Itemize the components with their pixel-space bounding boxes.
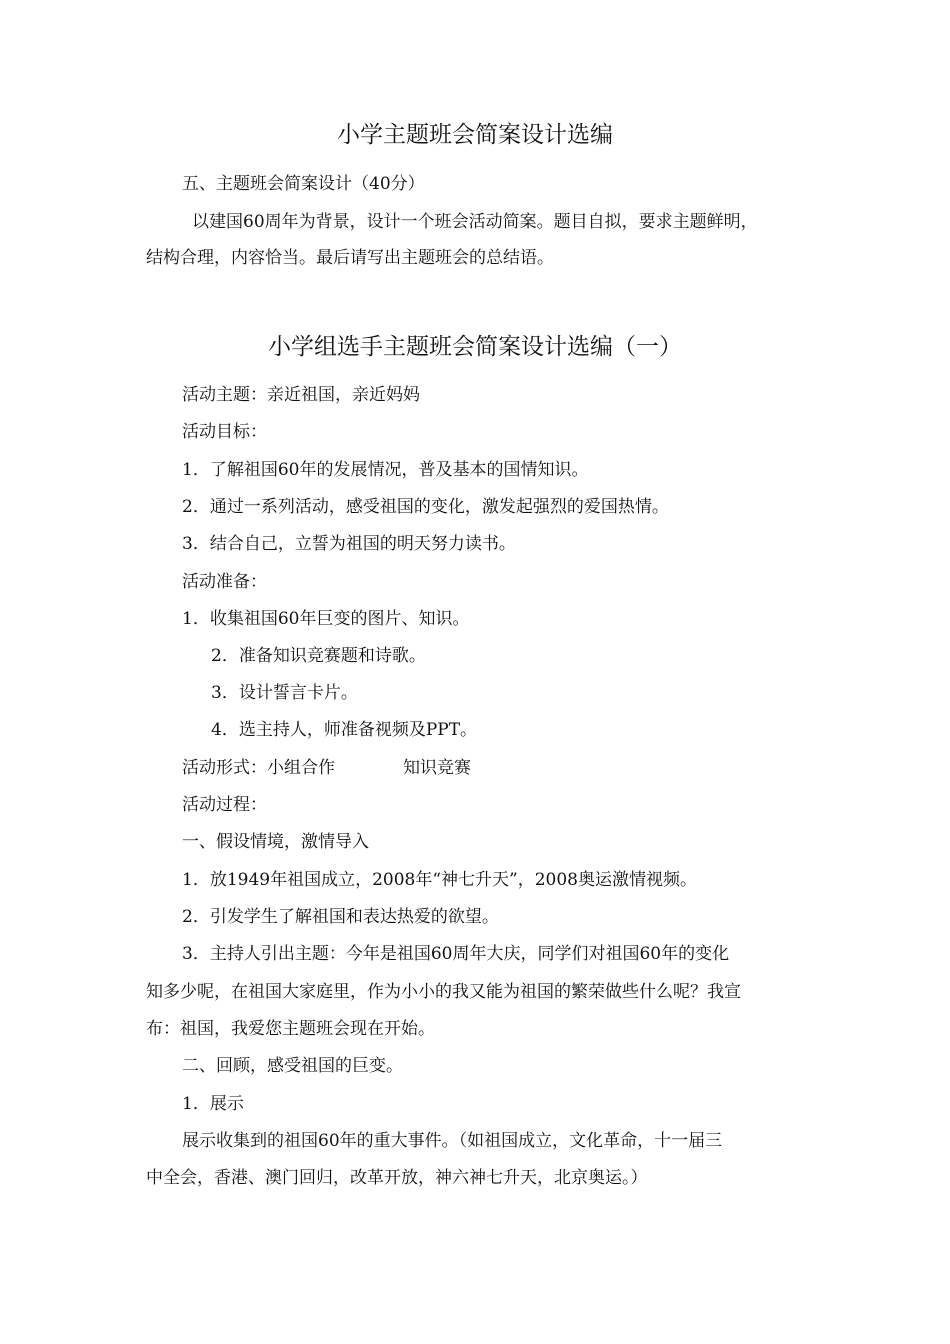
prep-item: 4．选主持人，师准备视频及PPT。 xyxy=(211,720,478,740)
instruction-line-1: 以建国60周年为背景，设计一个班会活动简案。题目自拟，要求主题鲜明， xyxy=(192,212,758,232)
goal-item: 3．结合自己，立誓为祖国的明天努力读书。 xyxy=(182,534,516,554)
part1-item: 3．主持人引出主题：今年是祖国60周年大庆，同学们对祖国60年的变化 xyxy=(182,944,730,964)
part1-item3-continuation: 布：祖国，我爱您主题班会现在开始。 xyxy=(146,1019,435,1039)
activity-theme: 活动主题：亲近祖国，亲近妈妈 xyxy=(182,385,420,405)
part2-text-line-2: 中全会，香港、澳门回归，改革开放，神六神七升天，北京奥运。） xyxy=(146,1168,648,1188)
prep-item: 3．设计誓言卡片。 xyxy=(211,683,358,703)
goals-label: 活动目标： xyxy=(182,422,267,442)
prep-item: 1．收集祖国60年巨变的图片、知识。 xyxy=(182,609,470,629)
activity-form xyxy=(182,756,471,780)
document-subtitle: 小学组选手主题班会简案设计选编（一） xyxy=(268,334,682,360)
part1-item: 2．引发学生了解祖国和表达热爱的欲望。 xyxy=(182,907,499,927)
activity-form-value: 知识竞赛 xyxy=(403,758,471,778)
part1-heading: 一、假设情境，激情导入 xyxy=(182,832,369,852)
instruction-line-2: 结构合理，内容恰当。最后请写出主题班会的总结语。 xyxy=(146,248,554,268)
goal-item: 2．通过一系列活动，感受祖国的变化，激发起强烈的爱国热情。 xyxy=(182,497,669,517)
section-heading: 五、主题班会简案设计（40分） xyxy=(182,174,425,194)
activity-form-label: 活动形式：小组合作 xyxy=(182,758,335,778)
goal-item: 1．了解祖国60年的发展情况，普及基本的国情知识。 xyxy=(182,460,589,480)
prep-item: 2．准备知识竞赛题和诗歌。 xyxy=(211,646,426,666)
part2-subheading: 1．展示 xyxy=(182,1094,244,1114)
document-title: 小学主题班会简案设计选编 xyxy=(337,122,613,148)
part2-heading: 二、回顾，感受祖国的巨变。 xyxy=(182,1056,403,1076)
prep-label: 活动准备： xyxy=(182,572,267,592)
process-label: 活动过程： xyxy=(182,795,267,815)
part1-item3-continuation: 知多少呢，在祖国大家庭里，作为小小的我又能为祖国的繁荣做些什么呢？我宣 xyxy=(146,982,741,1002)
part2-text-line-1: 展示收集到的祖国60年的重大事件。（如祖国成立，文化革命，十一届三 xyxy=(182,1131,723,1151)
part1-item: 1．放1949年祖国成立，2008年“神七升天”，2008奥运激情视频。 xyxy=(182,870,697,890)
